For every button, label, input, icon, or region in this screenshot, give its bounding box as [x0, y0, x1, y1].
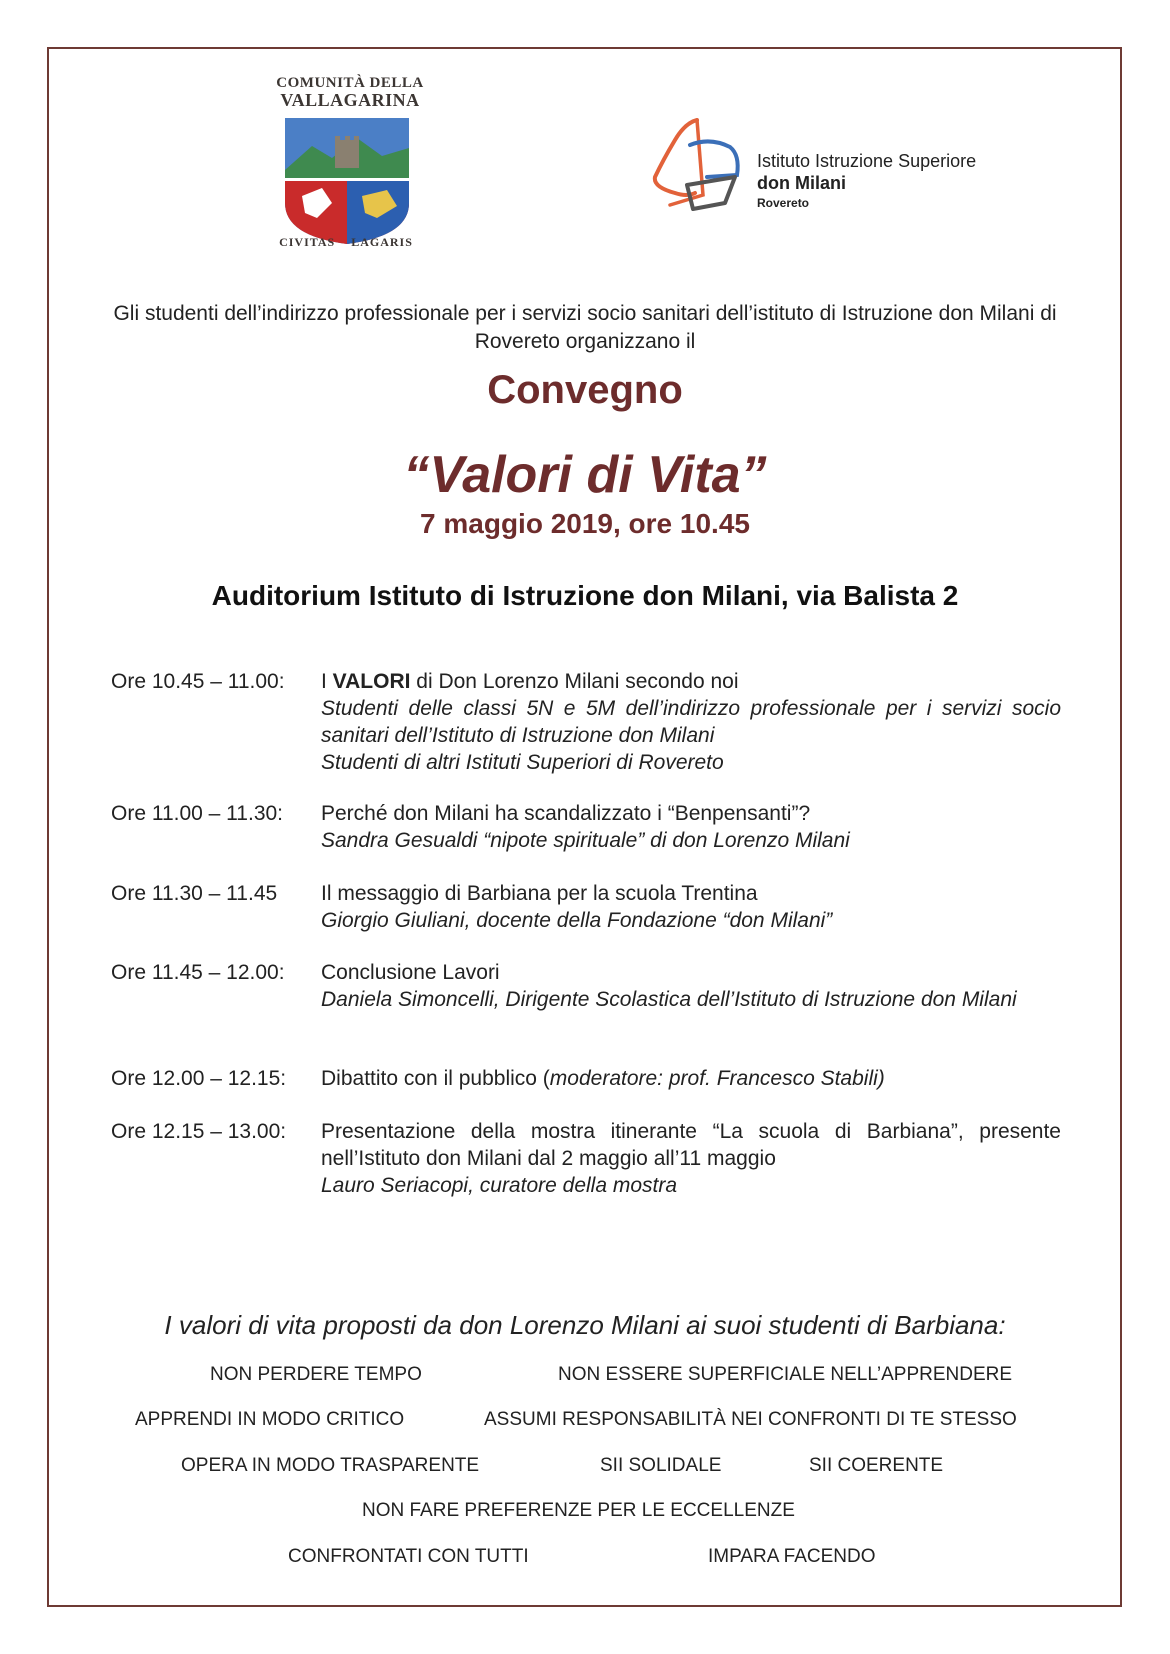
don-milani-mark-icon: [645, 115, 755, 225]
don-milani-logo: [645, 115, 1015, 225]
value-item: APPRENDI IN MODO CRITICO: [135, 1409, 405, 1430]
value-item: IMPARA FACENDO: [708, 1546, 876, 1567]
intro-text: Gli studenti dell’indirizzo professionale per i servizi socio sanitari dell’istituto di Istruzione don Milani di Rovereto organizzano il: [113, 302, 1057, 353]
program-title-prefix: I: [321, 670, 333, 693]
institute-line-3: Rovereto: [757, 196, 810, 210]
event-date: 7 maggio 2019, ore 10.45: [420, 508, 750, 539]
program-time: Ore 11.00 – 11.30:: [111, 802, 284, 825]
program-speaker: Sandra Gesualdi “nipote spirituale” di don Lorenzo Milani: [321, 829, 850, 852]
institute-line-1: Istituto Istruzione Superiore: [757, 151, 977, 171]
vallagarina-logo: [255, 75, 445, 260]
motto-left: CIVITAS: [279, 235, 336, 249]
org-line-1: COMUNITÀ DELLA: [276, 75, 424, 91]
value-item: NON FARE PREFERENZE PER LE ECCELLENZE: [362, 1500, 795, 1521]
program-time: Ore 12.15 – 13.00:: [111, 1120, 287, 1143]
value-item: NON ESSERE SUPERFICIALE NELL’APPRENDERE: [558, 1364, 1013, 1385]
program-time: Ore 11.45 – 12.00:: [111, 961, 285, 984]
program-moderator: moderatore: prof. Francesco Stabili): [549, 1067, 885, 1090]
program-speaker: Studenti di altri Istituti Superiori di Rovereto: [321, 751, 724, 774]
value-item: SII SOLIDALE: [600, 1455, 722, 1476]
program-speaker: Daniela Simoncelli, Dirigente Scolastica dell’Istituto di Istruzione don Milani: [321, 988, 1017, 1011]
program-title-suffix: di Don Lorenzo Milani secondo noi: [410, 670, 739, 693]
value-item: OPERA IN MODO TRASPARENTE: [181, 1455, 480, 1476]
program-title: Dibattito con il pubblico (: [321, 1067, 550, 1090]
institute-line-2: don Milani: [757, 173, 846, 193]
program-time: Ore 12.00 – 12.15:: [111, 1067, 287, 1090]
value-item: NON PERDERE TEMPO: [210, 1364, 422, 1385]
program-title-bold: VALORI: [332, 670, 411, 693]
event-type: Convegno: [487, 368, 683, 412]
value-item: ASSUMI RESPONSABILITÀ NEI CONFRONTI DI TE STESSO: [484, 1409, 1017, 1430]
motto-right: LAGARIS: [351, 235, 413, 249]
program-speaker: Giorgio Giuliani, docente della Fondazione “don Milani”: [321, 909, 833, 932]
program-time: Ore 11.30 – 11.45: [111, 882, 278, 905]
values-heading: I valori di vita proposti da don Lorenzo Milani ai suoi studenti di Barbiana:: [164, 1310, 1006, 1340]
event-venue: Auditorium Istituto di Istruzione don Milani, via Balista 2: [211, 580, 959, 611]
event-title: “Valori di Vita”: [403, 446, 767, 504]
program-title: Presentazione della mostra itinerante “La scuola di Barbiana”, presente nell’Istituto don Milani dal 2 maggio all’11 maggio: [321, 1120, 1061, 1170]
logo-motto: [251, 235, 441, 250]
program-speaker: Studenti delle classi 5N e 5M dell’indirizzo professionale per i servizi socio sanitari dell’Istituto di Istruzione don Milani: [321, 697, 1061, 747]
program-time: Ore 10.45 – 11.00:: [111, 670, 285, 693]
program-speaker: Lauro Seriacopi, curatore della mostra: [321, 1174, 678, 1197]
org-line-2: VALLAGARINA: [280, 90, 420, 110]
program-title: Conclusione Lavori: [321, 961, 500, 984]
value-item: CONFRONTATI CON TUTTI: [288, 1546, 529, 1567]
program-title: Perché don Milani ha scandalizzato i “Benpensanti”?: [321, 802, 811, 825]
value-item: SII COERENTE: [809, 1455, 944, 1476]
program-title: Il messaggio di Barbiana per la scuola Trentina: [321, 882, 758, 905]
vallagarina-org-name: [255, 75, 445, 109]
